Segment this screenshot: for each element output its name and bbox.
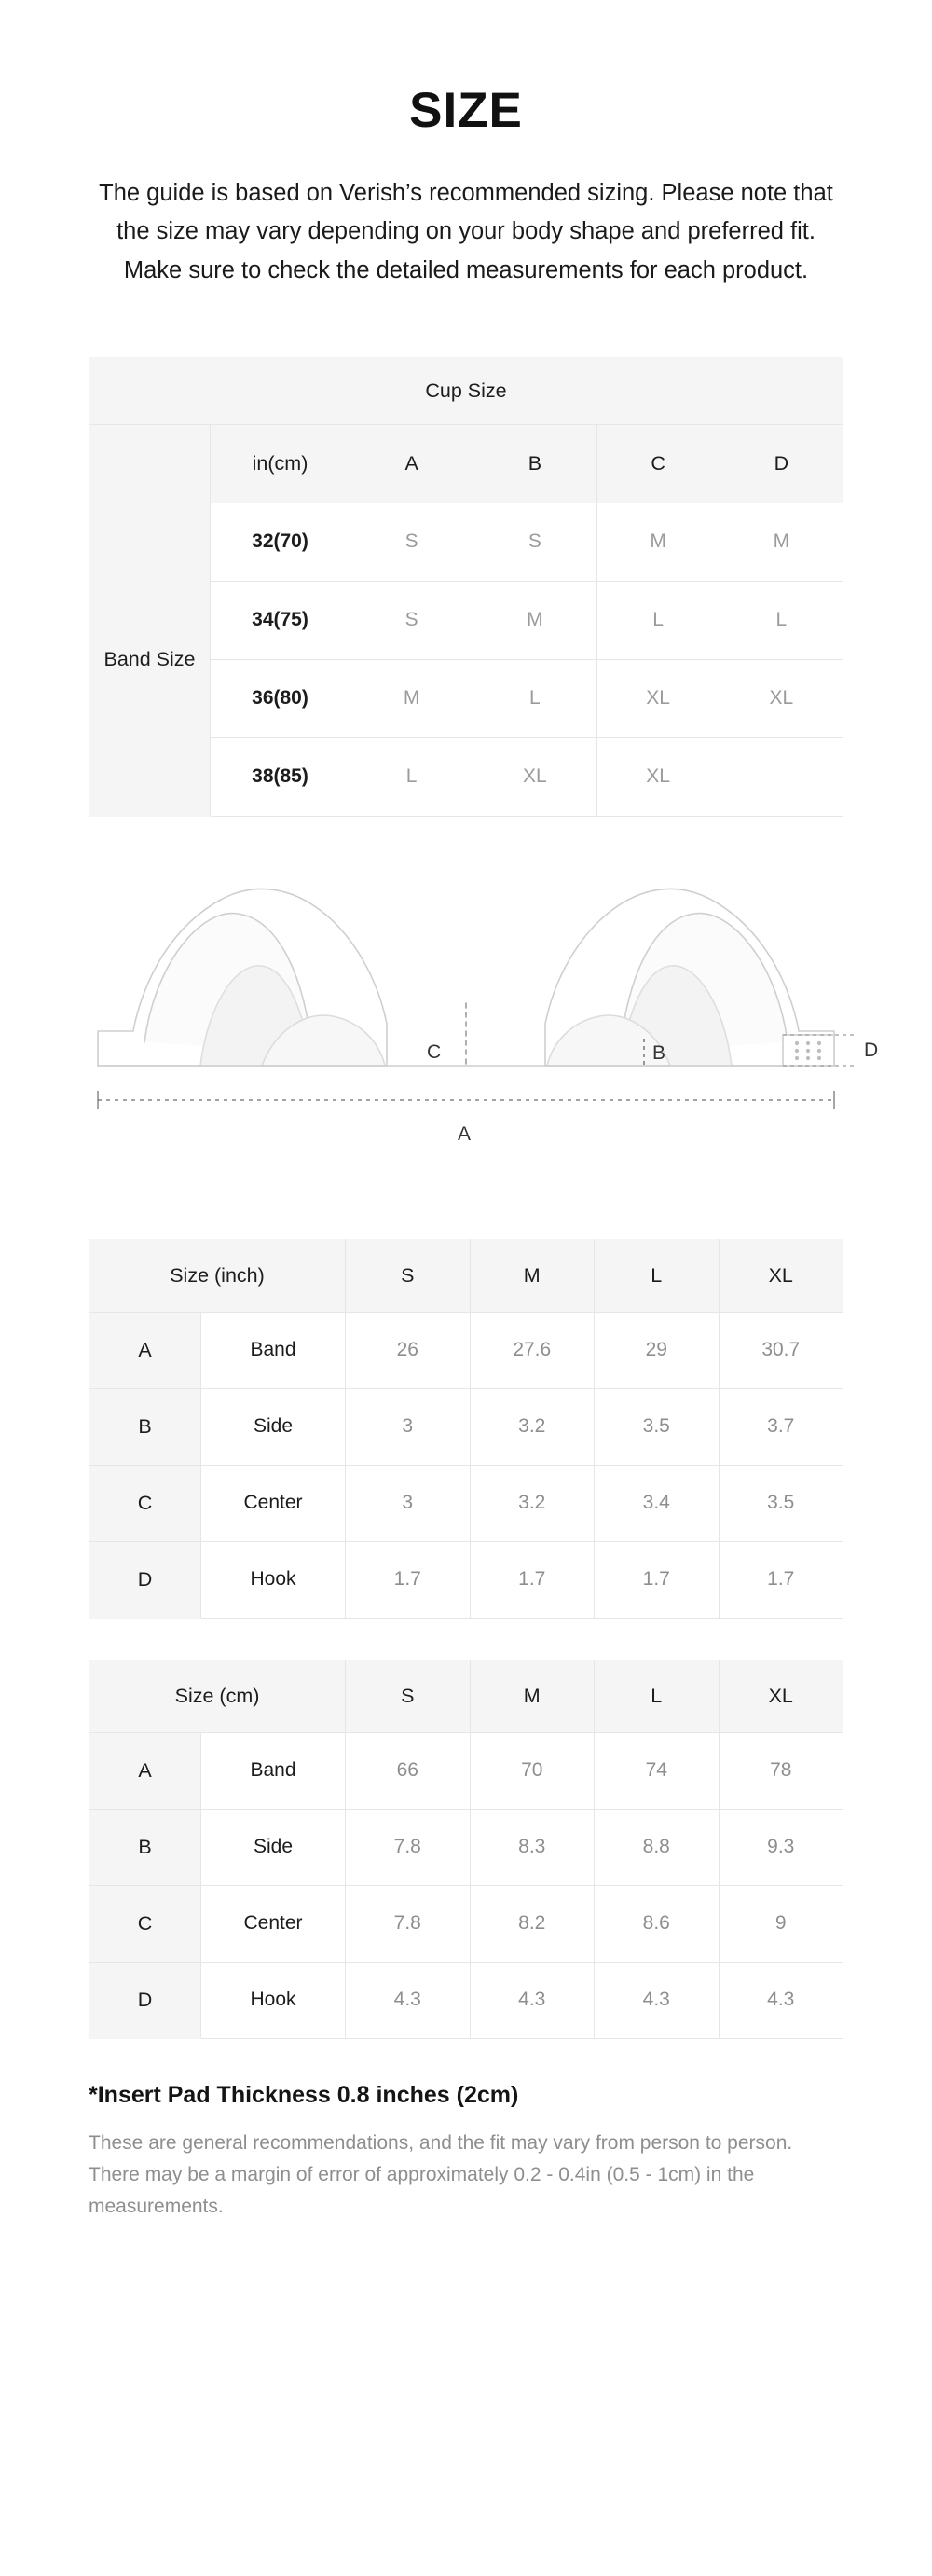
unit-label: in(cm) — [211, 424, 350, 503]
hook-panel — [783, 1035, 834, 1066]
measurement-value: 9.3 — [719, 1809, 843, 1885]
cup-column-b: B — [473, 424, 596, 503]
measurement-value: 3 — [346, 1388, 471, 1465]
band-value: 34(75) — [211, 581, 350, 659]
table-row — [89, 1732, 843, 1809]
band-value: 32(70) — [211, 503, 350, 581]
measurement-value: 3.2 — [470, 1388, 595, 1465]
diagram-label-d: D — [864, 1039, 879, 1061]
row-letter: A — [89, 1312, 201, 1388]
bra-diagram-svg — [89, 865, 879, 1173]
measurement-value: 26 — [346, 1312, 471, 1388]
cup-cell: S — [473, 503, 596, 581]
band-size-label: Band Size — [89, 503, 211, 816]
cup-cell: L — [720, 581, 843, 659]
cup-cell: L — [350, 737, 473, 816]
disclaimer-text: These are general recommendations, and the fit may vary from person to person. There may be a margin of error of approximately 0.2 - 0.4in (0.5 - 1cm) in the measurements. — [89, 2131, 793, 2217]
cup-cell: XL — [720, 659, 843, 737]
size-column-l: L — [595, 1239, 720, 1312]
row-letter: B — [89, 1809, 201, 1885]
measurement-value: 3.4 — [595, 1465, 720, 1541]
cup-cell: S — [350, 581, 473, 659]
measurement-value: 29 — [595, 1312, 720, 1388]
table-spacer — [89, 1619, 843, 1660]
bottom-spacer — [89, 2223, 843, 2335]
measurement-value: 9 — [719, 1885, 843, 1962]
measurement-value: 7.8 — [346, 1809, 471, 1885]
row-name: Center — [201, 1465, 346, 1541]
row-name: Hook — [201, 1962, 346, 2038]
measurement-value: 8.6 — [595, 1885, 720, 1962]
size-column-s: S — [346, 1660, 471, 1732]
diagram-label-b: B — [652, 1041, 666, 1064]
cup-cell: XL — [596, 659, 720, 737]
row-name: Hook — [201, 1541, 346, 1618]
row-letter: A — [89, 1732, 201, 1809]
cup-cell: XL — [473, 737, 596, 816]
size-column-xl: XL — [719, 1239, 843, 1312]
cup-cell: M — [473, 581, 596, 659]
measurement-value: 66 — [346, 1732, 471, 1809]
measurement-value: 30.7 — [719, 1312, 843, 1388]
cup-cell: L — [596, 581, 720, 659]
size-column-s: S — [346, 1239, 471, 1312]
inch-table-wrapper — [89, 1239, 843, 1619]
cup-cell: L — [473, 659, 596, 737]
measurement-value: 4.3 — [719, 1962, 843, 2038]
size-column-m: M — [470, 1660, 595, 1732]
inch-table-header: Size (inch) — [89, 1239, 346, 1312]
table-row — [89, 1809, 843, 1885]
cup-cell — [720, 737, 843, 816]
measurement-value: 8.2 — [470, 1885, 595, 1962]
measurement-value: 1.7 — [595, 1541, 720, 1618]
cup-cell: M — [596, 503, 720, 581]
cup-size-table-wrapper — [89, 357, 843, 817]
row-name: Side — [201, 1809, 346, 1885]
measurement-value: 3.5 — [719, 1465, 843, 1541]
table-row — [89, 1962, 843, 2038]
measurement-value: 1.7 — [470, 1541, 595, 1618]
measurement-value: 7.8 — [346, 1885, 471, 1962]
measurement-value: 74 — [595, 1732, 720, 1809]
cup-cell: XL — [596, 737, 720, 816]
row-letter: B — [89, 1388, 201, 1465]
table-row — [89, 1541, 843, 1618]
table-row — [89, 424, 843, 503]
band-value: 38(85) — [211, 737, 350, 816]
diagram-label-a: A — [458, 1123, 472, 1145]
measurement-value: 3.7 — [719, 1388, 843, 1465]
measurement-value: 3 — [346, 1465, 471, 1541]
table-row — [89, 1239, 843, 1312]
row-letter: C — [89, 1885, 201, 1962]
measurement-value: 3.5 — [595, 1388, 720, 1465]
measurement-value: 4.3 — [595, 1962, 720, 2038]
row-name: Center — [201, 1885, 346, 1962]
size-column-l: L — [595, 1660, 720, 1732]
insert-pad-note: *Insert Pad Thickness 0.8 inches (2cm) — [89, 2081, 519, 2108]
row-letter: C — [89, 1465, 201, 1541]
corner-cell — [89, 424, 211, 503]
cm-table-wrapper — [89, 1660, 843, 2039]
cup-cell: S — [350, 503, 473, 581]
cup-size-table — [89, 357, 843, 817]
measurement-value: 70 — [470, 1732, 595, 1809]
table-row — [89, 1465, 843, 1541]
table-row — [89, 1312, 843, 1388]
cup-size-header: Cup Size — [89, 357, 843, 424]
band-value: 36(80) — [211, 659, 350, 737]
intro-paragraph: The guide is based on Verish’s recommended sizing. Please note that the size may vary depending on your body shape and preferred fit. Make sure to check the detailed measurements for each product. — [99, 180, 833, 283]
size-column-xl: XL — [719, 1660, 843, 1732]
measurement-value: 8.3 — [470, 1809, 595, 1885]
size-guide-page — [0, 82, 932, 2335]
measurement-value: 1.7 — [719, 1541, 843, 1618]
cup-cell: M — [720, 503, 843, 581]
table-row — [89, 1388, 843, 1465]
table-row — [89, 503, 843, 581]
row-name: Band — [201, 1732, 346, 1809]
row-name: Side — [201, 1388, 346, 1465]
cm-table-header: Size (cm) — [89, 1660, 346, 1732]
cup-column-c: C — [596, 424, 720, 503]
row-name: Band — [201, 1312, 346, 1388]
cup-cell: M — [350, 659, 473, 737]
cup-column-d: D — [720, 424, 843, 503]
bra-measurement-diagram — [89, 865, 879, 1178]
measurement-value: 4.3 — [346, 1962, 471, 2038]
row-letter: D — [89, 1541, 201, 1618]
size-column-m: M — [470, 1239, 595, 1312]
cup-column-a: A — [350, 424, 473, 503]
page-title: SIZE — [409, 83, 523, 138]
table-row — [89, 1885, 843, 1962]
inch-measurement-table — [89, 1239, 843, 1619]
table-row — [89, 357, 843, 424]
measurement-value: 4.3 — [470, 1962, 595, 2038]
diagram-label-c: C — [427, 1040, 442, 1063]
measurement-value: 3.2 — [470, 1465, 595, 1541]
measurement-value: 27.6 — [470, 1312, 595, 1388]
measurement-value: 8.8 — [595, 1809, 720, 1885]
measurement-value: 1.7 — [346, 1541, 471, 1618]
table-row — [89, 1660, 843, 1732]
row-letter: D — [89, 1962, 201, 2038]
measurement-value: 78 — [719, 1732, 843, 1809]
cm-measurement-table — [89, 1660, 843, 2039]
